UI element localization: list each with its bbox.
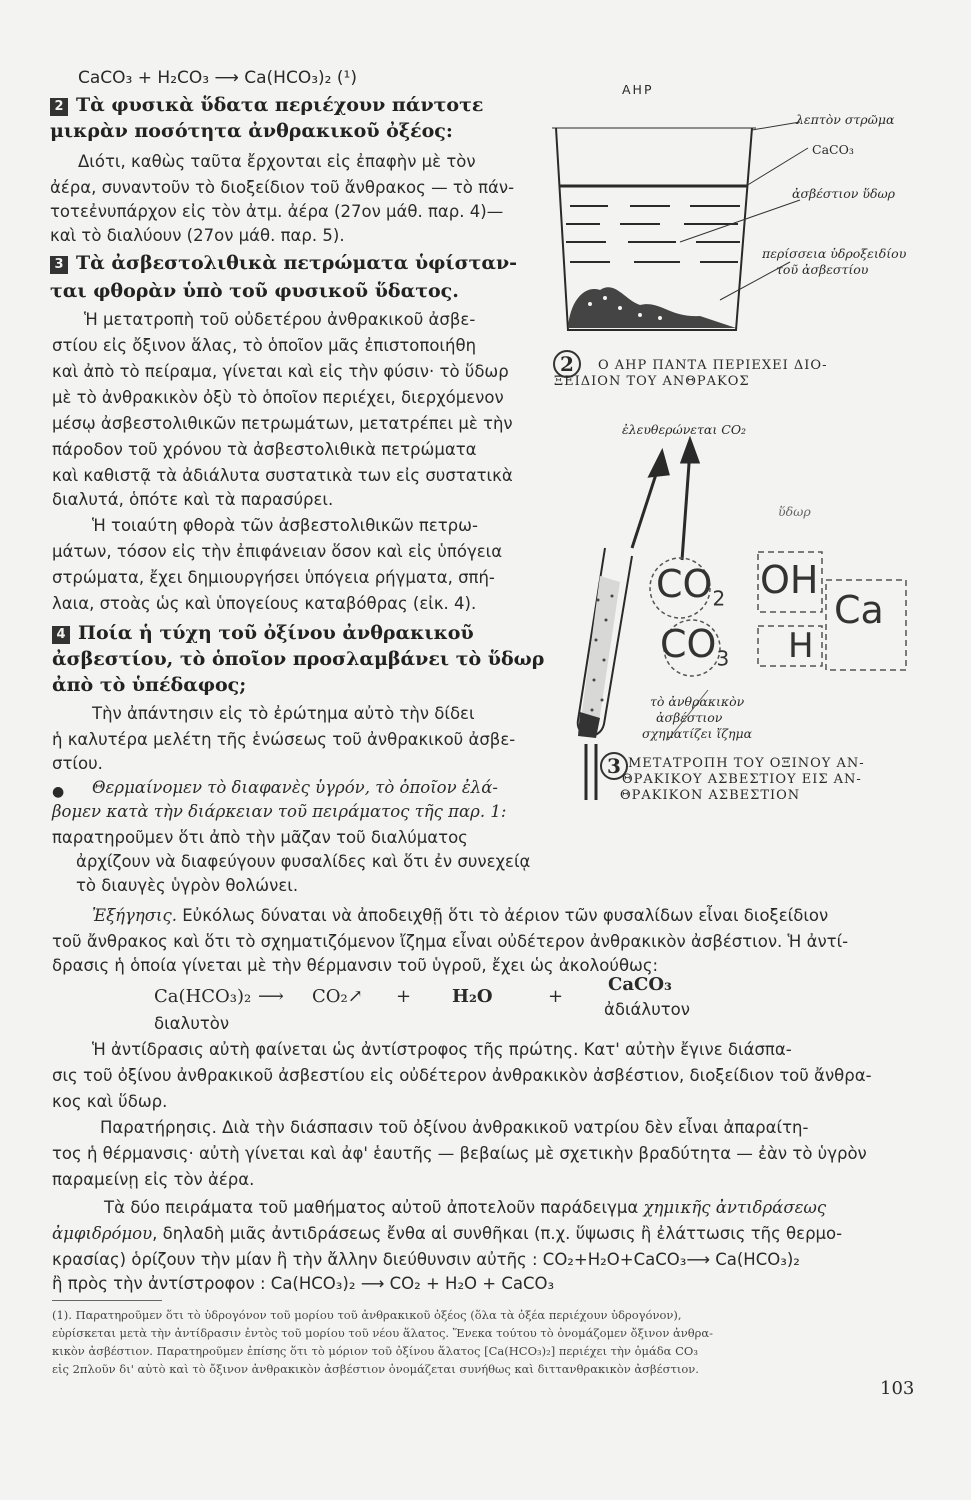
bullet-icon: ● <box>52 784 65 800</box>
excess-label-line-2: τοῦ ἀσβεστίου <box>776 262 869 277</box>
eq2-caco3: CaCO₃ <box>608 974 672 995</box>
figure-3-caption-line-1: ΜΕΤΑΤΡΟΠΗ ΤΟΥ ΟΞΙΝΟΥ ΑΝ- <box>628 756 865 771</box>
section-3-text-line: πάροδον τοῦ χρόνου τὰ ἀσβεστολιθικὰ πετρώματα <box>52 440 477 459</box>
section-4-title-line-3: ἀπὸ τὸ ὑπέδαφος; <box>52 674 247 696</box>
section-2-text-line: ἀέρα, συναντοῦν τὸ διοξείδιον τοῦ ἄνθρακος — τὸ πάν- <box>50 178 515 197</box>
paragraph-2-line-1: Ἡ ἀντίδρασις αὐτὴ φαίνεται ὡς ἀντίστροφος τῆς πρώτης. Κατ' αὐτὴν ἔγινε διάσπα- <box>92 1040 792 1059</box>
thin-layer-label: λεπτὸν στρῶμα <box>796 112 895 127</box>
figure-3-number: 3 <box>600 752 628 780</box>
section-3-text-line: καὶ ἀπὸ τὸ πείραμα, γίνεται καὶ εἰς τὴν φύσιν· τὸ ὕδωρ <box>52 362 509 381</box>
note-line-2: τος ἡ θέρμανσις· αὐτὴ γίνεται καὶ ἀφ' ἑαυτῆς — βεβαίως μὲ σχετικὴν βραδύτητα — ἐὰν τὸ ὑγρὸν <box>52 1144 867 1163</box>
section-3-text-line: Ἡ τοιαύτη φθορὰ τῶν ἀσβεστολιθικῶν πετρω- <box>92 516 478 535</box>
equation-1: CaCO₃ + H₂CO₃ ⟶ Ca(HCO₃)₂ (¹) <box>78 68 357 88</box>
section-2-number: 2 <box>50 98 68 116</box>
experiment-text-line: ἀρχίζουν νὰ διαφεύγουν φυσαλίδες καὶ ὅτι ἐν συνεχείᾳ <box>76 852 531 871</box>
footnote-line: κικὸν ἀσβέστιον. Παρατηροῦμεν ἐπίσης ὅτι τὸ μόριον τοῦ ὀξίνου ἅλατος [Ca(HCO₃)₂] περιέχει τὴν ὁμάδα CO₃ <box>52 1344 698 1358</box>
note-line-3: παραμείνῃ εἰς τὸν ἀέρα. <box>52 1170 255 1189</box>
caco3-label: CaCO₃ <box>812 142 854 157</box>
section-2-text-line: Διότι, καθὼς ταῦτα ἔρχονται εἰς ἐπαφὴν μὲ τὸν <box>78 152 476 171</box>
water-label: ὕδωρ <box>778 504 811 519</box>
eq2-co2: CO₂↗ <box>312 986 363 1007</box>
experiment-line-1: Θερμαίνομεν τὸ διαφανὲς ὑγρόν, τὸ ὁποῖον ἐλά- <box>92 778 498 797</box>
figure-3-caption-line-2: ΘΡΑΚΙΚΟΥ ΑΣΒΕΣΤΙΟΥ ΕΙΣ ΑΝ- <box>622 772 862 787</box>
precipitate-label-line-2: ἀσβέστιον <box>656 710 723 725</box>
paragraph-2-line-3: κος καὶ ὕδωρ. <box>52 1092 168 1111</box>
section-2-text-line: καὶ τὸ διαλύουν (27ον μάθ. παρ. 5). <box>50 226 345 245</box>
limewater-label: ἀσβέστιον ὕδωρ <box>792 186 896 201</box>
eq2-h2o: H₂O <box>452 986 493 1007</box>
note-line-1: Παρατήρησις. Διὰ τὴν διάσπασιν τοῦ ὀξίνου ἀνθρακικοῦ νατρίου δὲν εἶναι ἀπαραίτη- <box>100 1118 809 1137</box>
footnote-line: (1). Παρατηροῦμεν ὅτι τὸ ὑδρογόνον τοῦ μορίου τοῦ ἀνθρακικοῦ ὀξέος (ὅλα τὰ ὀξέα περιέχουν ὑδρογόνον), <box>52 1308 682 1322</box>
released-co2-label: ἐλευθερώνεται CO₂ <box>622 422 747 437</box>
oh-group: OH <box>760 558 819 602</box>
figure-3-caption-line-3: ΘΡΑΚΙΚΟΝ ΑΣΒΕΣΤΙΟΝ <box>620 788 801 803</box>
section-2-title-line-1: 2 Τὰ φυσικὰ ὕδατα περιέχουν πάντοτε <box>50 94 483 116</box>
figure-2-caption-line-2: ΞΕΙΔΙΟΝ ΤΟΥ ΑΝΘΡΑΚΟΣ <box>554 374 750 389</box>
co3-group: $CO_3$ <box>660 622 730 671</box>
air-label: ΑΗΡ <box>622 82 654 97</box>
section-3-number: 3 <box>50 256 68 274</box>
co2-group: $CO_2$ <box>656 562 726 611</box>
eq2-arrow: ⟶ <box>258 986 284 1007</box>
footnote-line: εἰς 2πλοῦν δι' αὐτὸ καὶ τὸ ὄξινον ἀνθρακικὸν ἀσβέστιον ὀνομάζεται συνήθως καὶ διττανθρακικὸν ἀσβέστιον. <box>52 1362 699 1376</box>
section-3-text-line: μέσῳ ἀσβεστολιθικῶν πετρωμάτων, μετατρέπει μὲ τὴν <box>52 414 513 433</box>
figure-2-number: 2 <box>553 350 581 378</box>
footnote-line: εὑρίσκεται μετὰ τὴν ἀντίδρασιν ἐντὸς τοῦ μορίου τοῦ νέου ἅλατος. Ἕνεκα τούτου τὸ ὀνομάζομεν ὄξινον ἀνθρα- <box>52 1326 714 1340</box>
section-3-text-line: διαλυτά, ὁπότε καὶ τὰ παρασύρει. <box>52 490 334 509</box>
section-4-text-line: ἡ καλυτέρα μελέτη τῆς ἑνώσεως τοῦ ἀνθρακικοῦ ἀσβε- <box>52 730 516 749</box>
footnote-divider <box>52 1300 162 1301</box>
precipitate-label-line-3: σχηματίζει ἴζημα <box>642 726 753 741</box>
h-atom: H <box>788 626 814 666</box>
paragraph-2-line-2: σις τοῦ ὀξίνου ἀνθρακικοῦ ἀσβεστίου εἰς οὐδέτερον ἀνθρακικὸν ἀσβέστιον, διοξείδιον τοῦ ἄνθρα- <box>52 1066 872 1085</box>
section-3-text-line: Ἡ μετατροπὴ τοῦ οὐδετέρου ἀνθρακικοῦ ἀσβε- <box>84 310 476 329</box>
explanation-line-2: τοῦ ἄνθρακος καὶ ὅτι τὸ σχηματιζόμενον ἴζημα εἶναι οὐδέτερον ἀνθρακικὸν ἀσβέστιον. Ἡ ἀντί- <box>52 932 849 951</box>
eq2-reactant: Ca(HCO₃)₂ <box>154 986 252 1007</box>
final-line-2: ἀμφιδρόμου, δηλαδὴ μιᾶς ἀντιδράσεως ἔνθα αἱ συνθῆκαι (π.χ. ὕψωσις ἢ ἐλάττωσις τῆς θερμο- <box>52 1224 843 1243</box>
eq2-plus: + <box>548 986 564 1007</box>
section-3-text-line: καὶ καθιστᾷ τὰ ἀδιάλυτα συστατικὰ των εἰς συστατικὰ <box>52 466 513 485</box>
section-3-text-line: μάτων, τόσον εἰς τὴν ἐπιφάνειαν ὅσον καὶ εἰς ὑπόγεια <box>52 542 503 561</box>
ca-atom: Ca <box>834 588 884 632</box>
section-4-text-line: στίου. <box>52 754 103 773</box>
final-line-1: Τὰ δύο πειράματα τοῦ μαθήματος αὐτοῦ ἀποτελοῦν παράδειγμα χημικῆς ἀντιδράσεως <box>104 1198 827 1217</box>
explanation-line-1: Ἐξήγησις. Εὐκόλως δύναται νὰ ἀποδειχθῇ ὅτι τὸ ἀέριον τῶν φυσαλίδων εἶναι διοξείδιον <box>92 906 829 925</box>
experiment-text-line: παρατηροῦμεν ὅτι ἀπὸ τὴν μᾶζαν τοῦ διαλύματος <box>52 828 468 847</box>
eq2-product-label: ἀδιάλυτον <box>604 1000 690 1019</box>
section-3-text-line: στίου εἰς ὄξινον ἅλας, τὸ ὁποῖον μᾶς ἐπιστοποιήθη <box>52 336 477 355</box>
section-2-text-line: τοτεἐνυπάρχον εἰς τὸν ἀτμ. ἀέρα (27ον μάθ. παρ. 4)— <box>50 202 504 221</box>
figure-2-caption-line-1: Ο ΑΗΡ ΠΑΝΤΑ ΠΕΡΙΕΧΕΙ ΔΙΟ- <box>598 358 828 373</box>
section-4-title-line-1: 4 Ποία ἡ τύχη τοῦ ὀξίνου ἀνθρακικοῦ <box>52 622 474 644</box>
section-4-text-line: Τὴν ἀπάντησιν εἰς τὸ ἐρώτημα αὐτὸ τὴν δίδει <box>92 704 475 723</box>
experiment-text-line: τὸ διαυγὲς ὑγρὸν θολώνει. <box>76 876 299 895</box>
section-3-text-line: στρώματα, ἔχει δημιουργήσει ὑπόγεια ρήγματα, σπή- <box>52 568 495 587</box>
section-4-title-line-2: ἀσβεστίου, τὸ ὁποῖον προσλαμβάνει τὸ ὕδωρ <box>52 648 545 670</box>
final-line-4: ἢ πρὸς τὴν ἀντίστροφον : Ca(HCO₃)₂ ⟶ CO₂ + H₂O + CaCO₃ <box>52 1274 555 1293</box>
section-4-number: 4 <box>52 626 70 644</box>
explanation-line-3: δρασις ἡ ὁποία γίνεται μὲ τὴν θέρμανσιν τοῦ ὑγροῦ, ἔχει ὡς ἀκολούθως: <box>52 956 659 975</box>
page-number: 103 <box>880 1378 915 1399</box>
final-line-3: κρασίας) ὁρίζουν τὴν μίαν ἢ τὴν ἄλλην διεύθυνσιν αὐτῆς : CO₂+H₂O+CaCO₃⟶ Ca(HCO₃)₂ <box>52 1250 800 1269</box>
precipitate-label-line-1: τὸ ἀνθρακικὸν <box>650 694 745 709</box>
experiment-line-2: βομεν κατὰ τὴν διάρκειαν τοῦ πειράματος τῆς παρ. 1: <box>52 802 507 821</box>
section-3-text-line: μὲ τὸ ἀνθρακικὸν ὀξὺ τὸ ὁποῖον περιέχει, διερχόμενον <box>52 388 504 407</box>
excess-label-line-1: περίσσεια ὑδροξειδίου <box>762 246 907 261</box>
section-3-title-line-2: ται φθορὰν ὑπὸ τοῦ φυσικοῦ ὕδατος. <box>50 280 459 302</box>
section-2-title-line-2: μικρὰν ποσότητα ἀνθρακικοῦ ὀξέος: <box>50 120 453 142</box>
section-3-text-line: λαια, στοὰς ὡς καὶ ὑπογείους καταβόθρας (εἰκ. 4). <box>52 594 477 613</box>
eq2-reactant-label: διαλυτὸν <box>154 1014 230 1033</box>
eq2-plus: + <box>396 986 412 1007</box>
section-3-title-line-1: 3 Τὰ ἀσβεστολιθικὰ πετρώματα ὑφίσταν- <box>50 252 517 274</box>
